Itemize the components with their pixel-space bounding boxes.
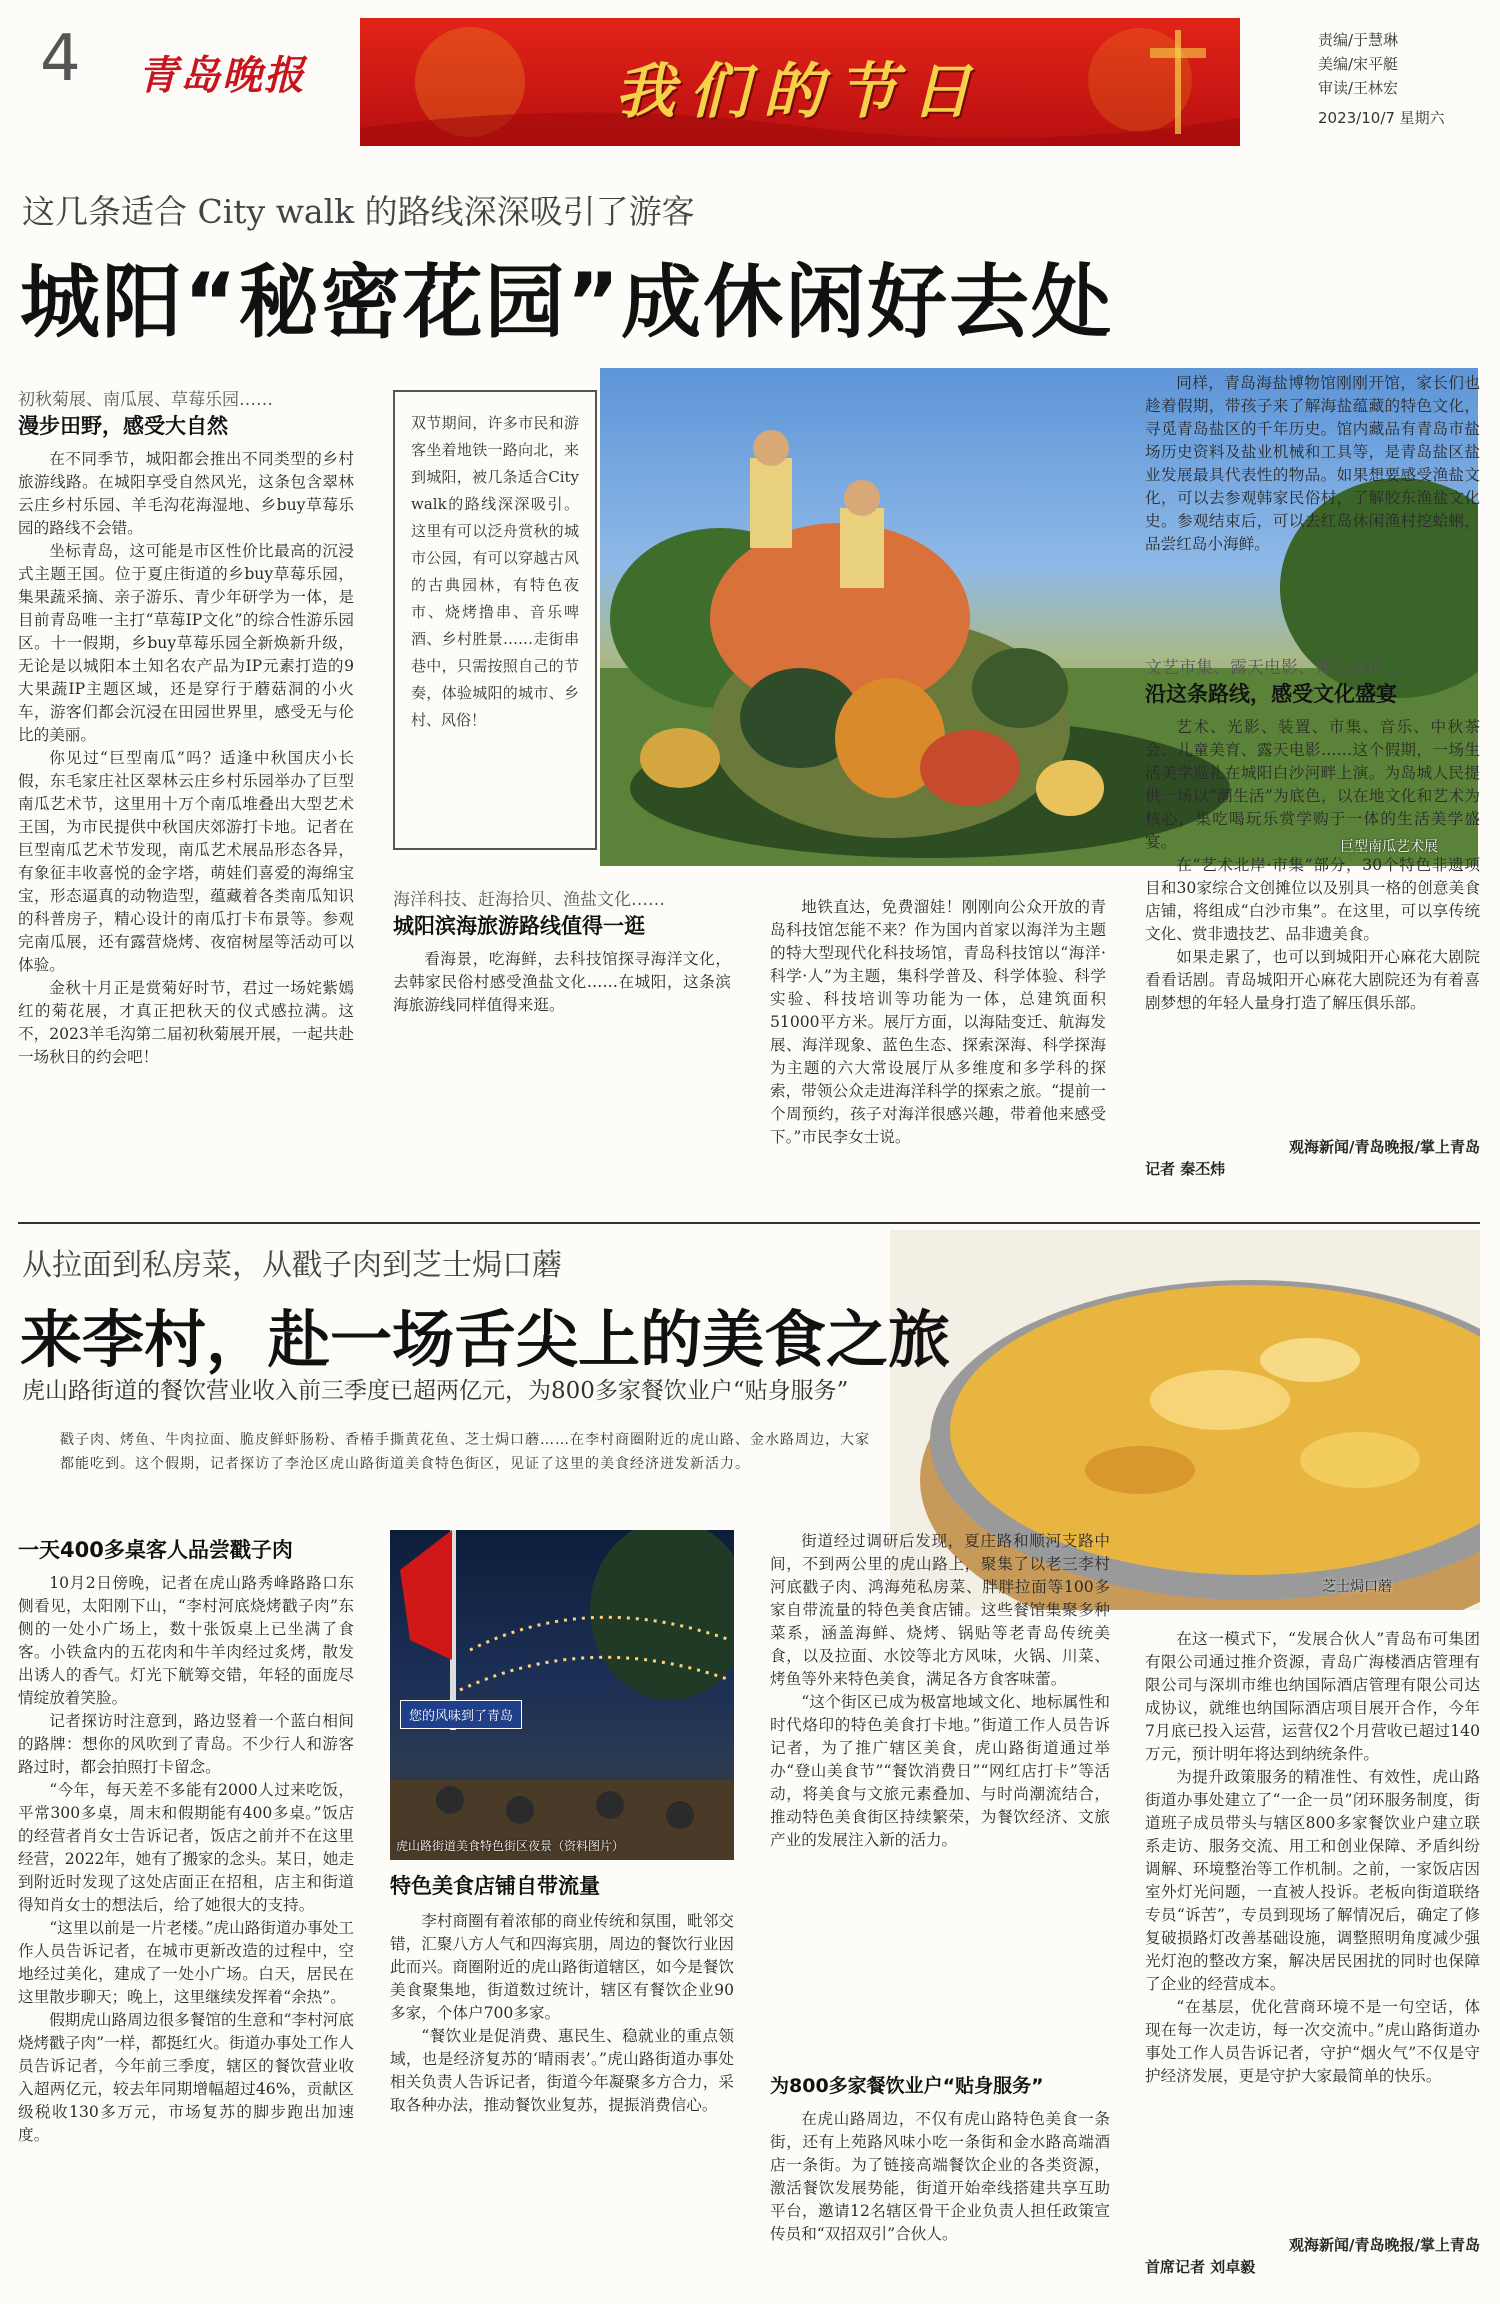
article2-kicker: 从拉面到私房菜，从戳子肉到芝士焗口蘑 — [22, 1248, 562, 1283]
article1-column-2 — [393, 888, 731, 1196]
article2-column-3 — [770, 1530, 1110, 2296]
article2-lead — [60, 1428, 880, 1476]
section-body — [770, 2108, 1110, 2288]
paragraph: 同样，青岛海盐博物馆刚刚开馆，家长们也趁着假期，带孩子来了解海盐蕴藏的特色文化，寻觅青岛盐区的千年历史。馆内藏品有青岛市盐场历史资料及盐业机械和工具等，是青岛盐区盐业发展最具代表性的物品。如果想要感受渔盐文化，可以去参观韩家民俗村，了解胶东渔盐文化史。参观结束后，可以去红岛休闲渔村挖蛤蜊，品尝红岛小海鲜。 — [1145, 374, 1480, 553]
article1-column-3 — [770, 896, 1106, 1196]
paragraph: “这里以前是一片老楼。”虎山路街道办事处工作人员告诉记者，在城市更新改造的过程中，空地经过美化，建成了一处小广场。白天，居民在这里散步聊天；晚上，这里继续发挥着“余热”。 — [18, 1919, 354, 2006]
issue-date: 2023/10/7 星期六 — [1318, 109, 1445, 127]
editor-credits — [1318, 28, 1445, 130]
banner-title: 我们的节日 — [615, 57, 985, 127]
section-subhead: 海洋科技、赶海拾贝、渔盐文化…… — [393, 890, 665, 910]
paragraph: 在虎山路周边，不仅有虎山路特色美食一条街，还有上苑路风味小吃一条街和金水路高端酒店一条街。为了链接高端餐饮企业的各类资源，激活餐饮发展势能，街道开始牵线搭建共享互助平台，邀请12名辖区骨干企业负责人担任政策宣传员和“双招双引”合伙人。 — [770, 2110, 1110, 2243]
section-title: 一天400多桌客人品尝戳子肉 — [18, 1538, 293, 1562]
editor-line: 审读/王林宏 — [1318, 79, 1399, 97]
paper-logo: 青岛晚报 — [138, 52, 306, 99]
article2-column-1 — [18, 1536, 354, 2296]
article1-kicker: 这几条适合 City walk 的路线深深吸引了游客 — [22, 192, 695, 231]
article2-headline: 来李村，赴一场舌尖上的美食之旅 — [20, 1303, 951, 1376]
paragraph: 你见过“巨型南瓜”吗？适逢中秋国庆小长假，东毛家庄社区翠林云庄乡村乐园举办了巨型南瓜艺术节，这里用十万个南瓜堆叠出大型艺术王国，为市民提供中秋国庆郊游打卡地。记者在巨型南瓜艺术节发现，南瓜艺术展品形态各异，有象征丰收喜悦的金字塔，萌娃们喜爱的海绵宝宝，形态逼真的动物造型，蕴藏着各类南瓜知识的科普房子，精心设计的南瓜打卡布景等。参观完南瓜展，还有露营烧烤、夜宿树屋等活动可以体验。 — [18, 749, 354, 974]
section-body — [393, 948, 731, 1188]
paragraph: 假期虎山路周边很多餐馆的生意和“李村河底烧烤戳子肉”一样，都挺红火。街道办事处工作人员告诉记者，今年前三季度，辖区的餐饮营业收入超两亿元，较去年同期增幅超过46%，贡献区级税收130多万元，市场复苏的脚步跑出加速度。 — [18, 2011, 354, 2144]
section-subhead: 初秋菊展、南瓜展、草莓乐园…… — [18, 390, 273, 410]
section-body — [770, 1530, 1110, 2060]
food-street-photo — [390, 1530, 734, 1860]
article2-deck: 虎山路街道的餐饮营业收入前三季度已超两亿元，为800多家餐饮业户“贴身服务” — [22, 1378, 849, 1404]
section-title: 特色美食店铺自带流量 — [390, 1874, 600, 1898]
paragraph: 如果走累了，也可以到城阳开心麻花大剧院看看话剧。青岛城阳开心麻花大剧院还为有着喜剧梦想的年轻人量身打造了解压俱乐部。 — [1145, 948, 1480, 1012]
byline-reporter: 首席记者 刘卓毅 — [1145, 2258, 1256, 2276]
paragraph: 金秋十月正是赏菊好时节，君过一场姹紫嫣红的菊花展，才真正把秋天的仪式感拉满。这不，2023羊毛沟第二届初秋菊展开展，一起共赴一场秋日的约会吧！ — [18, 979, 354, 1066]
section-divider — [18, 1222, 1480, 1224]
photo-illustration — [390, 1530, 734, 1860]
paragraph: 地铁直达，免费溜娃！刚刚向公众开放的青岛科技馆怎能不来？作为国内首家以海洋为主题的特大型现代化科技场馆，青岛科技馆以“海洋·科学·人”为主题，集科学普及、科学体验、科学实验、科技培训等功能为一体，总建筑面积51000平方米。展厅方面，以海陆变迁、航海发展、海洋现象、蓝色生态、探索深海、科学探海为主题的六大常设展厅从多维度和多学科的探索，带领公众走进海洋科学的探索之旅。“提前一个周预约，孩子对海洋很感兴趣，带着他来感受下。”市民李女士说。 — [770, 898, 1106, 1146]
article1-column-4 — [1145, 372, 1480, 1202]
section-title: 漫步田野，感受大自然 — [18, 414, 228, 438]
byline-reporter: 记者 秦丕炜 — [1145, 1160, 1226, 1178]
paragraph: “今年，每天差不多能有2000人过来吃饭，平常300多桌，周末和假期能有400多桌。”饭店的经营者肖女士告诉记者，饭店之前并不在这里经营，2022年，她有了搬家的念头。某日，她走到附近时发现了这处店面正在招租，店主和街道得知肖女士的想法后，给了她很大的支持。 — [18, 1781, 354, 1914]
paragraph: 在这一模式下，“发展合伙人”青岛布可集团有限公司通过推介资源，青岛广海楼酒店管理有限公司与深圳市维也纳国际酒店管理有限公司达成协议，就维也纳国际酒店项目展开合作，今年7月底已投入运营，运营仅2个月营收已超过140万元，预计明年将达到纳统条件。 — [1145, 1630, 1480, 1763]
section-body — [1145, 372, 1480, 642]
paragraph: “餐饮业是促消费、惠民生、稳就业的重点领域，也是经济复苏的‘晴雨表’。”虎山路街道办事处相关负责人告诉记者，街道今年凝聚多方合力，采取各种办法，推动餐饮业复苏，提振消费信心。 — [390, 2027, 734, 2114]
cheese-mushroom-caption: 芝士焗口蘑 — [1322, 1579, 1392, 1595]
page-number: 4 — [40, 22, 81, 96]
section-title: 城阳滨海旅游路线值得一逛 — [393, 914, 645, 938]
section-body — [18, 1572, 354, 2292]
paragraph: 看海景，吃海鲜，去科技馆探寻海洋文化，去韩家民俗村感受渔盐文化……在城阳，这条滨海旅游线同样值得来逛。 — [393, 950, 731, 1014]
paragraph: 在“艺术北岸·市集”部分，30个特色非遗项目和30家综合文创摊位以及别具一格的创意美食店铺，将组成“白沙市集”。在这里，可以享传统文化、赏非遗技艺、品非遗美食。 — [1145, 856, 1480, 943]
paragraph: 在不同季节，城阳都会推出不同类型的乡村旅游线路。在城阳享受自然风光，这条包含翠林云庄乡村乐园、羊毛沟花海湿地、乡buy草莓乐园的路线不会错。 — [18, 450, 354, 537]
pumpkin-photo-caption: 巨型南瓜艺术展 — [1340, 839, 1438, 855]
intro-box — [393, 390, 597, 850]
paragraph: 街道经过调研后发现，夏庄路和顺河支路中间，不到两公里的虎山路上，聚集了以老三李村河底戳子肉、鸿海苑私房菜、胖胖拉面等100多家自带流量的特色美食店铺。这些餐馆集聚多种菜系，涵盖海鲜、烧烤、锅贴等老青岛传统美食，以及拉面、水饺等北方风味，火锅、川菜、烤鱼等外来特色美食，满足各方食客味蕾。 — [770, 1532, 1110, 1688]
byline-outlet: 观海新闻/青岛晚报/掌上青岛 — [1289, 1138, 1480, 1156]
paragraph: 李村商圈有着浓郁的商业传统和氛围，毗邻交错，汇聚八方人气和四海宾朋，周边的餐饮行业因此而兴。商圈附近的虎山路街道辖区，如今是餐饮美食聚集地，街道数过统计，辖区有餐饮企业90多家，个体户700多家。 — [390, 1912, 734, 2022]
intro-text: 双节期间，许多市民和游客坐着地铁一路向北，来到城阳，被几条适合City walk的路线深深吸引。这里有可以泛舟赏秋的城市公园，有可以穿越古风的古典园林，有特色夜市、烧烤撸串、音乐啤酒、乡村胜景……走街串巷中，只需按照自己的节奏，体验城阳的城市、乡村、风俗！ — [411, 414, 579, 729]
section-body — [1145, 716, 1480, 1136]
food-street-caption: 虎山路街道美食特色街区夜景（资料图片） — [396, 1839, 625, 1853]
section-title: 为800多家餐饮业户“贴身服务” — [770, 2075, 1044, 2097]
article2-column-4 — [1145, 1628, 1480, 2296]
paragraph: 艺术、光影、装置、市集、音乐、中秋茶会、儿童美育、露天电影……这个假期，一场生活美学巡礼在城阳白沙河畔上演。为岛城人民提供一场以“潮生活”为底色，以在地文化和艺术为核心，集吃喝玩乐赏学购于一体的生活美学盛宴。 — [1145, 718, 1480, 851]
editor-line: 美编/宋平艇 — [1318, 55, 1399, 73]
paragraph: 为提升政策服务的精准性、有效性，虎山路街道办事处建立了“一企一员”闭环服务制度，街道班子成员带头与辖区800多家餐饮业户建立联系走访、服务交流、用工和创业保障、矛盾纠纷调解、环境整治等工作机制。之前，一家饭店因室外灯光问题，一直被人投诉。老板向街道联络专员“诉苦”，专员到现场了解情况后，确定了修复破损路灯改善基础设施，调整照明角度减少强光灯泡的整改方案，解决居民困扰的同时也保障了企业的经营成本。 — [1145, 1768, 1480, 1993]
section-title: 沿这条路线，感受文化盛宴 — [1145, 682, 1397, 706]
paragraph: “这个街区已成为极富地域文化、地标属性和时代烙印的特色美食打卡地。”街道工作人员告诉记者，为了推广辖区美食，虎山路街道通过举办“登山美食节”“餐饮消费日”“网红店打卡”等活动，将美食与文旅元素叠加、与时尚潮流结合，推动特色美食街区持续繁荣，为餐饮经济、文旅产业的发展注入新的活力。 — [770, 1693, 1110, 1849]
paragraph: 10月2日傍晚，记者在虎山路秀峰路路口东侧看见，太阳刚下山，“李村河底烧烤戳子肉”东侧的一处小广场上，数十张饭桌上已坐满了食客。小铁盒内的五花肉和牛羊肉经过炙烤，散发出诱人的香气。灯光下觥筹交错，年轻的面庞尽情绽放着笑脸。 — [18, 1574, 354, 1707]
editor-line: 责编/于慧琳 — [1318, 31, 1399, 49]
byline-outlet: 观海新闻/青岛晚报/掌上青岛 — [1289, 2236, 1480, 2254]
section-body — [18, 448, 354, 1188]
paragraph: 记者探访时注意到，路边竖着一个蓝白相间的路牌：想你的风吹到了青岛。不少行人和游客路过时，都会拍照打卡留念。 — [18, 1712, 354, 1776]
section-body — [1145, 1628, 1480, 2234]
paragraph: 坐标青岛，这可能是市区性价比最高的沉浸式主题王国。位于夏庄街道的乡buy草莓乐园，集果蔬采摘、亲子游乐、青少年研学为一体，是目前青岛唯一主打“草莓IP文化”的综合性游乐园区。十一假期，乡buy草莓乐园全新焕新升级，无论是以城阳本土知名农产品为IP元素打造的9大果蔬IP主题区域，还是穿行于蘑菇洞的小火车，游客们都会沉浸在田园世界里，感受无与伦比的美丽。 — [18, 542, 354, 744]
festival-banner — [360, 18, 1240, 146]
section-subhead: 文艺市集、露天电影、开心麻花…… — [1145, 658, 1417, 678]
article1-column-1 — [18, 388, 354, 1196]
lead-text: 戳子肉、烤鱼、牛肉拉面、脆皮鲜虾肠粉、香椿手撕黄花鱼、芝士焗口蘑……在李村商圈附近的虎山路、金水路周边，大家都能吃到。这个假期，记者探访了李沧区虎山路街道美食特色街区，见证了这里的美食经济迸发新活力。 — [60, 1432, 870, 1472]
section-body — [390, 1910, 734, 2290]
street-sign: 您的风味到了青岛 — [400, 1700, 522, 1729]
article2-column-2 — [390, 1872, 734, 2296]
paragraph: “在基层，优化营商环境不是一句空话，体现在每一次走访，每一次交流中。”虎山路街道办事处工作人员告诉记者，守护“烟火气”不仅是守护经济发展，更是守护大家最简单的快乐。 — [1145, 1998, 1480, 2085]
article1-headline: 城阳“秘密花园”成休闲好去处 — [20, 256, 1114, 349]
